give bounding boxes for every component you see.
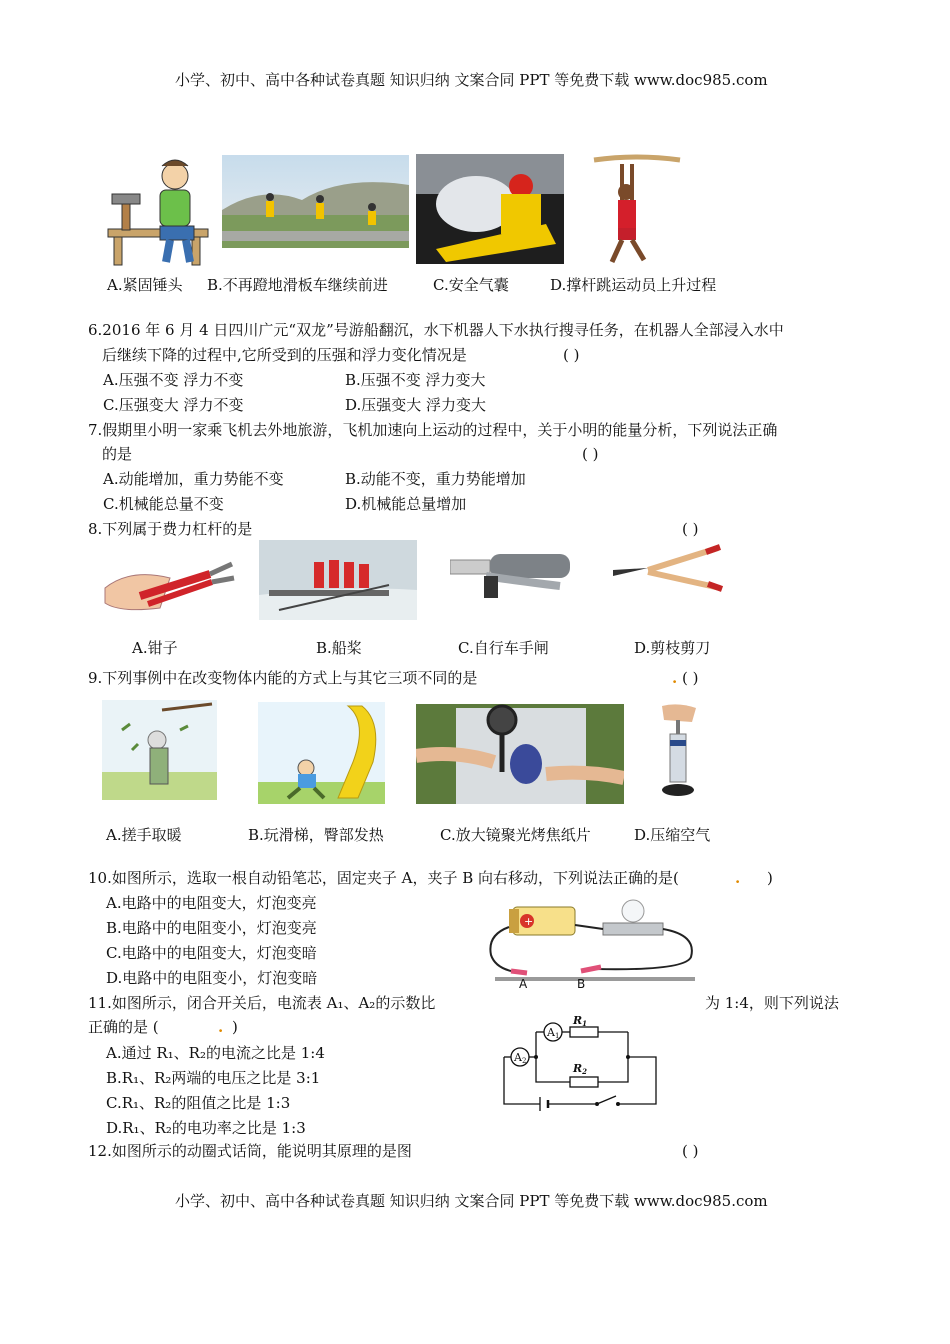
q9-option-b: B.玩滑梯，臀部发热: [248, 826, 384, 844]
q9-option-a: A.搓手取暖: [106, 826, 182, 844]
q8-option-d: D.剪枝剪刀: [634, 639, 711, 657]
q6-stem-line1: 6.2016 年 6 月 4 日四川广元“双龙”号游船翻沉，水下机器人下水执行搜寻任务，在机器人全部浸入水中: [88, 321, 784, 339]
q7-stem-line2: 的是: [102, 445, 133, 463]
q10-option-b: B.电路中的电阻变小，灯泡变亮: [106, 919, 317, 937]
q9-answer-paren: ( ): [682, 669, 699, 687]
q10-circuit-figure: [485, 895, 700, 990]
q7-answer-paren: ( ): [582, 445, 599, 463]
clip-b-label: B: [577, 977, 586, 990]
q6-option-a: A.压强不变 浮力不变: [103, 371, 244, 389]
q11-stem-line1: 11.如图所示，闭合开关后，电流表 A₁、A₂的示数比: [88, 994, 436, 1012]
q8-option-a: A.钳子: [132, 639, 178, 657]
q9-option-c: C.放大镜聚光烤焦纸片: [440, 826, 591, 844]
q12-stem: 12.如图所示的动圈式话筒，能说明其原理的是图: [88, 1142, 412, 1160]
q11-stem-line1-right: 为 1:4，则下列说法: [705, 994, 839, 1012]
q8-option-b: B.船桨: [316, 639, 362, 657]
bike-brake-image: [450, 546, 572, 616]
pliers-image: [100, 548, 240, 618]
slide-image: [258, 702, 385, 804]
q8-answer-paren: ( ): [682, 520, 699, 538]
q7-option-b: B.动能不变，重力势能增加: [345, 470, 526, 488]
resistor-r1-label: R1: [573, 1014, 588, 1028]
hammer-image: [100, 154, 215, 269]
q7-option-d: D.机械能总量增加: [345, 495, 467, 513]
magnifier-image: [416, 704, 624, 804]
q6-stem-line2: 后继续下降的过程中,它所受到的压强和浮力变化情况是: [102, 346, 467, 364]
q6-answer-paren: ( ): [563, 346, 580, 364]
clip-a-label: A: [519, 977, 528, 990]
q10-option-d: D.电路中的电阻变小，灯泡变暗: [106, 969, 318, 987]
q6-option-c: C.压强变大 浮力不变: [103, 396, 244, 414]
q10-paren-end: ): [767, 869, 773, 887]
q9-stem: 9.下列事例中在改变物体内能的方式上与其它三项不同的是: [88, 669, 478, 687]
svg-text:+: +: [524, 915, 534, 928]
q10-option-c: C.电路中的电阻变大，灯泡变暗: [106, 944, 317, 962]
air-pump-image: [652, 702, 702, 804]
airbag-image: [416, 154, 564, 264]
q9-option-d: D.压缩空气: [634, 826, 711, 844]
q8-option-c: C.自行车手闸: [458, 639, 549, 657]
page-header: 小学、初中、高中各种试卷真题 知识归纳 文案合同 PPT 等免费下载 www.doc985.com: [175, 71, 768, 89]
q7-stem-line1: 7.假期里小明一家乘飞机去外地旅游，飞机加速向上运动的过程中，关于小明的能量分析，下列说法正确: [88, 421, 778, 439]
ammeter-a1-label: A1: [547, 1026, 560, 1040]
q5-option-b: B.不再蹬地滑板车继续前进: [207, 276, 388, 294]
q7-option-a: A.动能增加，重力势能不变: [103, 470, 284, 488]
q11-option-c: C.R₁、R₂的阻值之比是 1:3: [106, 1094, 291, 1112]
rowing-image: [259, 540, 417, 620]
q11-option-a: A.通过 R₁、R₂的电流之比是 1:4: [106, 1044, 325, 1062]
pruning-shears-image: [608, 544, 723, 604]
q11-option-b: B.R₁、R₂两端的电压之比是 3:1: [106, 1069, 321, 1087]
q8-stem: 8.下列属于费力杠杆的是: [88, 520, 253, 538]
resistor-r2-label: R2: [573, 1062, 588, 1076]
q9-dot-mark: .: [672, 669, 678, 687]
ammeter-a2-label: A2: [514, 1051, 527, 1065]
q5-option-d: D.撑杆跳运动员上升过程: [550, 276, 717, 294]
q10-option-a: A.电路中的电阻变大，灯泡变亮: [106, 894, 317, 912]
rubbing-hands-image: [102, 700, 217, 800]
q11-option-d: D.R₁、R₂的电功率之比是 1:3: [106, 1119, 306, 1137]
q10-stem: 10.如图所示，选取一根自动铅笔芯，固定夹子 A，夹子 B 向右移动，下列说法正确的是(: [88, 869, 679, 887]
q6-option-b: B.压强不变 浮力变大: [345, 371, 486, 389]
q11-paren-end: ): [232, 1018, 238, 1036]
q11-stem-line2: 正确的是 (: [88, 1018, 159, 1036]
scooter-image: [222, 155, 409, 248]
page-footer: 小学、初中、高中各种试卷真题 知识归纳 文案合同 PPT 等免费下载 www.doc985.com: [175, 1192, 768, 1210]
q5-option-c: C.安全气囊: [433, 276, 509, 294]
q11-dot-mark: .: [218, 1018, 224, 1036]
pole-vault-image: [592, 152, 682, 267]
q7-option-c: C.机械能总量不变: [103, 495, 224, 513]
q5-option-a: A.紧固锤头: [107, 276, 183, 294]
q12-answer-paren: ( ): [682, 1142, 699, 1160]
q10-dot-mark: .: [735, 869, 741, 887]
q11-circuit-diagram: [500, 1012, 660, 1112]
q6-option-d: D.压强变大 浮力变大: [345, 396, 487, 414]
